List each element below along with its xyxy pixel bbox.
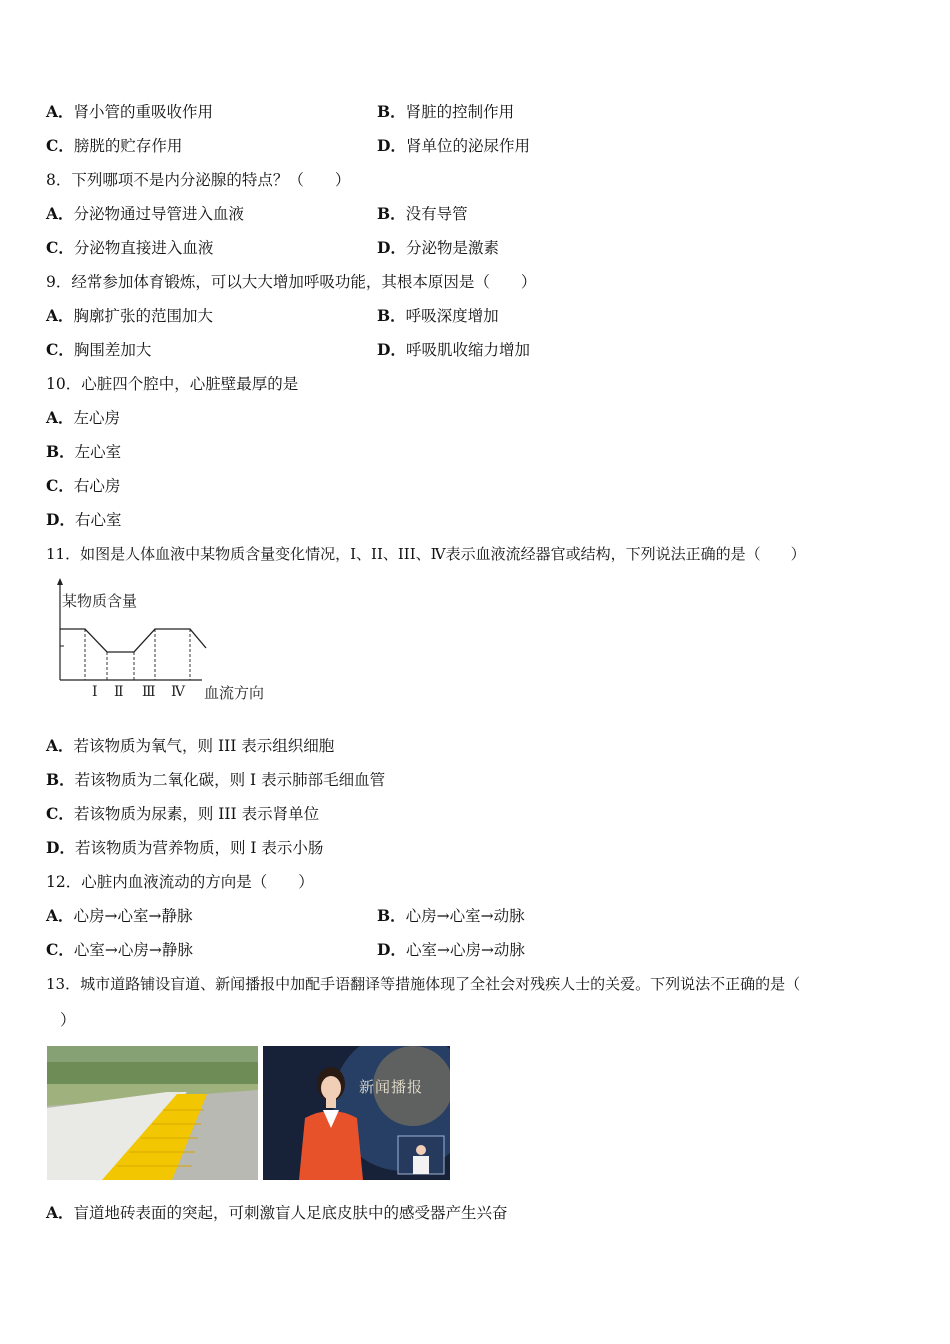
x-axis-label: 血流方向 [204, 684, 265, 702]
q11-option-a: A．若该物质为氧气，则 III 表示组织细胞 [46, 736, 335, 755]
q7-option-b: B．肾脏的控制作用 [377, 102, 515, 121]
q13-option-a: A．盲道地砖表面的突起，可刺激盲人足底皮肤中的感受器产生兴奋 [46, 1203, 508, 1222]
q10-option-b: B．左心室 [46, 442, 122, 461]
q7-option-c: C．膀胱的贮存作用 [46, 136, 183, 155]
q12-option-d: D．心室→心房→动脉 [377, 940, 525, 959]
news-broadcast-photo [263, 1046, 450, 1180]
news-broadcast-title: 新闻播报 [359, 1078, 424, 1096]
content-curve [60, 629, 206, 652]
q8-option-b: B．没有导管 [377, 204, 468, 223]
q11-option-b: B．若该物质为二氧化碳，则 I 表示肺部毛细血管 [46, 770, 386, 789]
q10-option-a: A．左心房 [46, 408, 121, 427]
q10-option-d: D．右心室 [46, 510, 122, 529]
q10-stem: 10．心脏四个腔中，心脏壁最厚的是 [46, 375, 299, 393]
q9-option-a: A．胸廓扩张的范围加大 [46, 306, 214, 325]
q13-stem-continued: ） [60, 1011, 76, 1029]
q11-option-d: D．若该物质为营养物质，则 I 表示小肠 [46, 838, 324, 857]
q12-stem: 12．心脏内血液流动的方向是（ ） [46, 873, 314, 891]
y-axis-arrow [57, 578, 63, 585]
tactile-paving-photo [47, 1046, 258, 1180]
q7-option-d: D．肾单位的泌尿作用 [377, 136, 530, 155]
q12-option-a: A．心房→心室→静脉 [46, 906, 193, 925]
y-axis-label: 某物质含量 [62, 592, 138, 610]
q9-stem: 9．经常参加体育锻炼，可以大大增加呼吸功能，其根本原因是（ ） [46, 273, 537, 291]
q11-stem: 11．如图是人体血液中某物质含量变化情况，I、II、III、Ⅳ表示血液流经器官或结构，下列说法正确的是（ ） [46, 545, 806, 563]
q11-figure [44, 576, 284, 706]
q11-option-c: C．若该物质为尿素，则 III 表示肾单位 [46, 804, 320, 823]
x-tick-label-3: Ⅲ [142, 684, 156, 700]
q7-option-a: A．肾小管的重吸收作用 [46, 102, 214, 121]
q12-option-b: B．心房→心室→动脉 [377, 906, 525, 925]
q8-option-c: C．分泌物直接进入血液 [46, 238, 214, 257]
q9-option-d: D．呼吸肌收缩力增加 [377, 340, 530, 359]
q8-stem: 8．下列哪项不是内分泌腺的特点？（ ） [46, 171, 351, 189]
q13-stem: 13．城市道路铺设盲道、新闻播报中加配手语翻译等措施体现了全社会对残疾人士的关爱。下列说法不正确的是（ [46, 975, 801, 993]
q8-option-a: A．分泌物通过导管进入血液 [46, 204, 245, 223]
q9-option-c: C．胸围差加大 [46, 340, 152, 359]
x-tick-label-1: Ⅰ [92, 684, 98, 700]
q12-option-c: C．心室→心房→静脉 [46, 940, 193, 959]
x-tick-label-4: Ⅳ [171, 684, 185, 700]
q8-option-d: D．分泌物是激素 [377, 238, 499, 257]
x-tick-label-2: Ⅱ [114, 684, 124, 700]
q9-option-b: B．呼吸深度增加 [377, 306, 499, 325]
q10-option-c: C．右心房 [46, 476, 121, 495]
